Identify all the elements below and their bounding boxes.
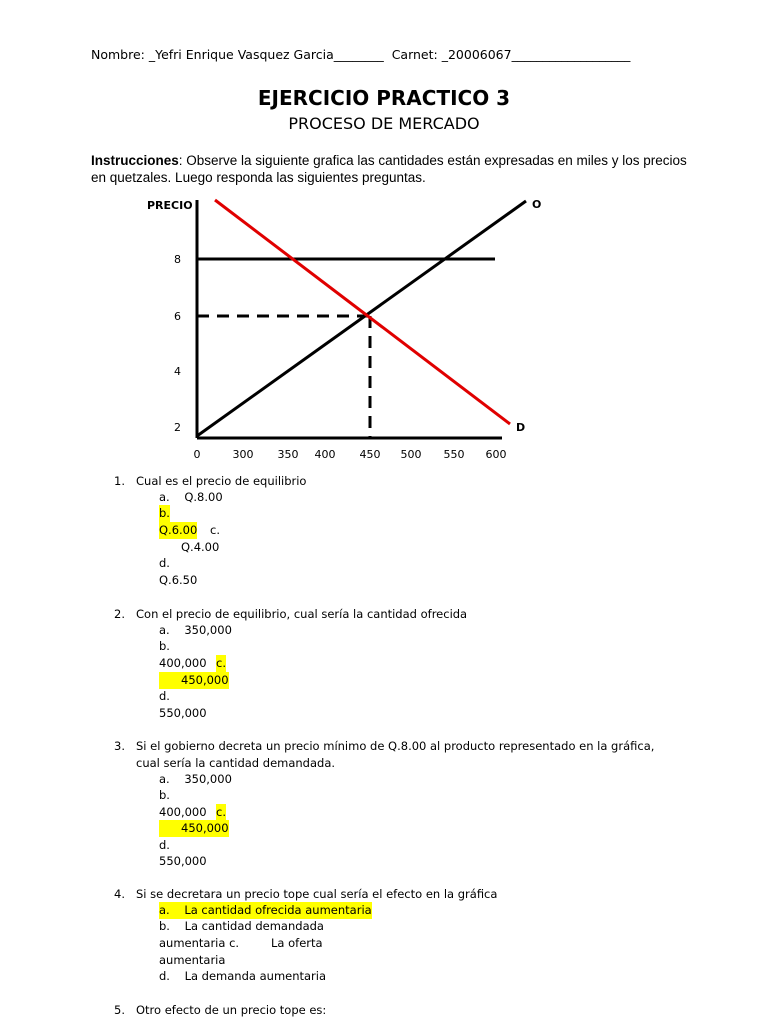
option-a: a. 350,000 bbox=[159, 623, 232, 637]
option-d-value: 550,000 bbox=[159, 706, 207, 720]
option-b-continued: aumentaria c. bbox=[159, 936, 240, 950]
question-text: Cual es el precio de equilibrio bbox=[136, 474, 307, 488]
option-b-letter: b. bbox=[159, 506, 170, 520]
instructions-paragraph bbox=[91, 152, 701, 186]
x-tick-500: 500 bbox=[400, 448, 422, 461]
instructions-text: : Observe la siguiente grafica las cantidades están expresadas en miles y los precios en quetzales. Luego responda las siguientes preguntas. bbox=[91, 153, 687, 185]
y-tick-8: 8 bbox=[174, 253, 181, 266]
question-text: Con el precio de equilibrio, cual sería la cantidad ofrecida bbox=[136, 607, 468, 621]
option-d-letter: d. bbox=[159, 689, 170, 703]
question-text: Otro efecto de un precio tope es: bbox=[136, 1003, 327, 1017]
question-text: Si se decretara un precio tope cual sería el efecto en la gráfica bbox=[136, 887, 498, 901]
option-b-value: 400,000 bbox=[159, 805, 207, 819]
question-number: 4. bbox=[114, 887, 125, 901]
option-b-value: Q.6.00 bbox=[159, 523, 198, 537]
demand-label: D bbox=[516, 421, 526, 434]
y-axis-label: PRECIO bbox=[147, 199, 193, 212]
option-a: a. Q.8.00 bbox=[159, 490, 223, 504]
x-tick-550: 550 bbox=[443, 448, 465, 461]
supply-line bbox=[197, 201, 526, 436]
option-a: a. 350,000 bbox=[159, 772, 232, 786]
x-tick-400: 400 bbox=[314, 448, 336, 461]
option-b: b. La cantidad demandada bbox=[159, 919, 324, 933]
x-tick-350: 350 bbox=[277, 448, 299, 461]
instructions-label: Instrucciones bbox=[91, 153, 179, 168]
y-tick-6: 6 bbox=[174, 310, 181, 323]
question-number: 2. bbox=[114, 607, 125, 621]
option-c-letter: c. bbox=[216, 656, 226, 670]
option-d: d. La demanda aumentaria bbox=[159, 969, 327, 983]
page-subtitle: PROCESO DE MERCADO bbox=[288, 114, 480, 133]
option-c-value: 450,000 bbox=[159, 820, 229, 837]
question-number: 1. bbox=[114, 474, 125, 488]
x-tick-300: 300 bbox=[232, 448, 254, 461]
option-b-letter: b. bbox=[159, 639, 170, 653]
question-text: Si el gobierno decreta un precio mínimo de Q.8.00 al producto representado en la gráfica, cual sería la cantidad demandada. bbox=[136, 739, 655, 770]
option-c: La oferta bbox=[271, 936, 323, 950]
option-c-value: 450,000 bbox=[159, 672, 229, 689]
x-tick-0: 0 bbox=[193, 448, 201, 461]
option-d-value: Q.6.50 bbox=[159, 573, 198, 587]
y-tick-4: 4 bbox=[174, 365, 181, 378]
option-a: a. La cantidad ofrecida aumentaria bbox=[159, 903, 372, 917]
option-d-value: 550,000 bbox=[159, 854, 207, 868]
supply-label: O bbox=[532, 198, 542, 211]
student-header: Nombre: _Yefri Enrique Vasquez Garcia________ Carnet: _20006067___________________ bbox=[91, 47, 631, 62]
option-d-letter: d. bbox=[159, 556, 170, 570]
option-c-continued: aumentaria bbox=[159, 953, 226, 967]
option-b-value: 400,000 bbox=[159, 656, 207, 670]
question-2 bbox=[0, 606, 768, 726]
question-3 bbox=[0, 738, 768, 873]
option-d-letter: d. bbox=[159, 838, 170, 852]
option-c-letter: c. bbox=[210, 523, 220, 537]
question-5 bbox=[0, 1002, 768, 1022]
question-number: 3. bbox=[114, 739, 125, 753]
question-4 bbox=[0, 886, 768, 986]
question-number: 5. bbox=[114, 1003, 125, 1017]
page-title: EJERCICIO PRACTICO 3 bbox=[257, 86, 511, 110]
x-tick-450: 450 bbox=[359, 448, 381, 461]
option-b-letter: b. bbox=[159, 788, 170, 802]
option-c-value: Q.4.00 bbox=[181, 540, 220, 554]
option-c-letter: c. bbox=[216, 805, 226, 819]
question-1 bbox=[0, 473, 768, 593]
x-tick-600: 600 bbox=[485, 448, 507, 461]
y-tick-2: 2 bbox=[174, 421, 181, 434]
market-chart bbox=[130, 190, 550, 465]
